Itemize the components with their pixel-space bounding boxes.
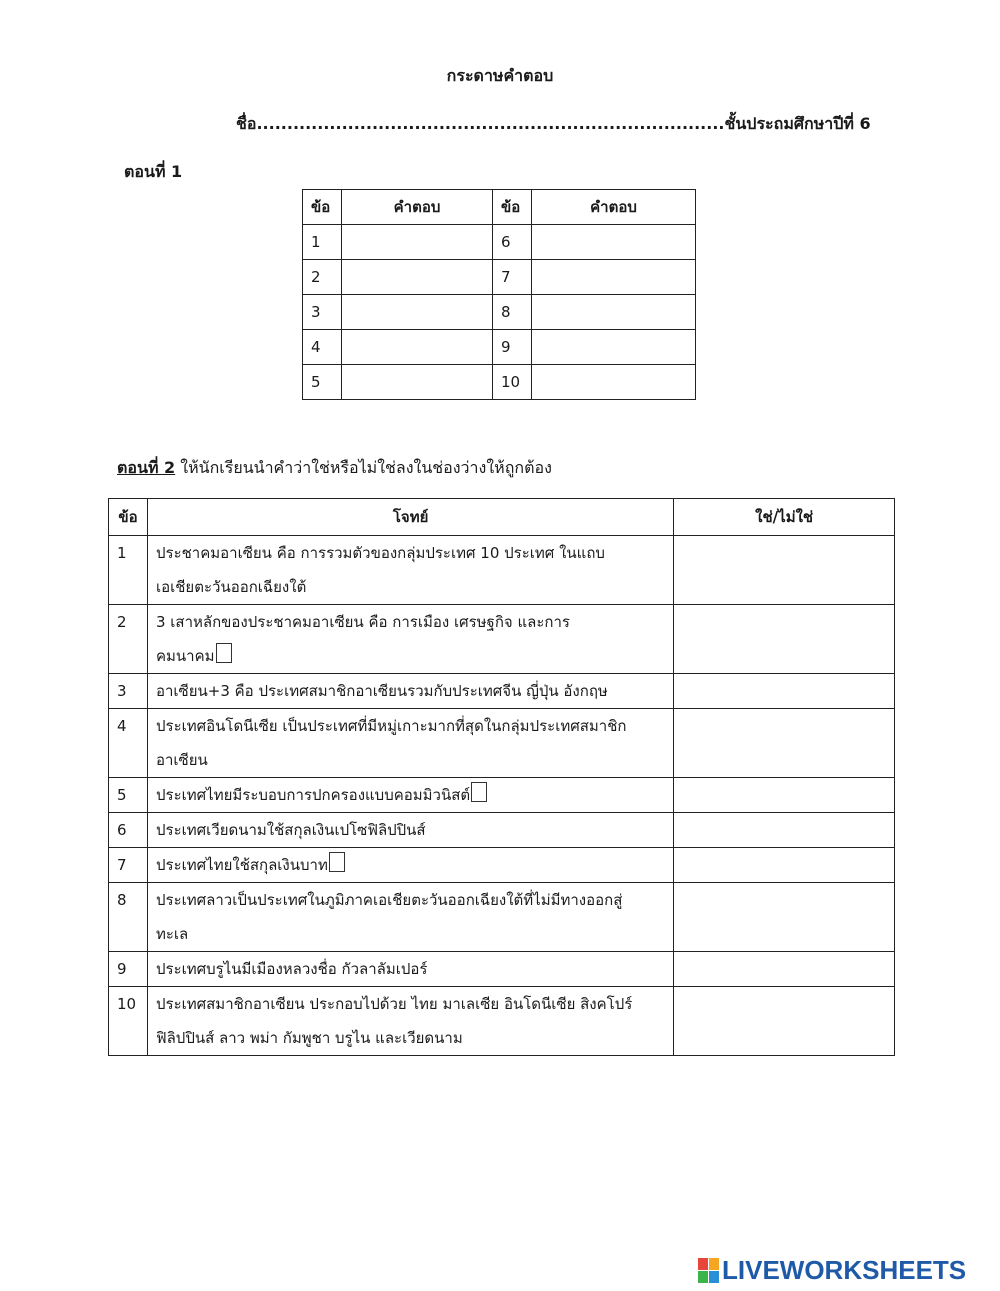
question-line: ประเทศไทยมีระบอบการปกครองแบบคอมมิวนิสต์ [155, 786, 471, 804]
question-number: 10 [493, 365, 532, 400]
answer-cell[interactable] [532, 225, 696, 260]
question-number: 2 [109, 605, 148, 674]
table-row [303, 365, 696, 400]
liveworksheets-mark-icon [698, 1258, 719, 1283]
question-number: 6 [493, 225, 532, 260]
part2-instruction: ให้นักเรียนนำคำว่าใช่หรือไม่ใช่ลงในช่องว่างให้ถูกต้อง [175, 458, 552, 477]
table-row [109, 778, 895, 813]
question-line: ทะเล [155, 925, 189, 943]
question-line: ประเทศสมาชิกอาเซียน ประกอบไปด้วย ไทย มาเลเซีย อินโดนีเซีย สิงคโปร์ [155, 995, 633, 1013]
question-line: ประเทศลาวเป็นประเทศในภูมิภาคเอเชียตะวันออกเฉียงใต้ที่ไม่มีทางออกสู่ [155, 891, 623, 909]
question-text [147, 987, 673, 1056]
question-number: 6 [109, 813, 148, 848]
question-line: ประเทศอินโดนีเซีย เป็นประเทศที่มีหมู่เกาะมากที่สุดในกลุ่มประเทศสมาชิก [155, 717, 627, 735]
liveworksheets-logo [698, 1255, 994, 1285]
part1-answer-table [302, 189, 696, 400]
table-row [303, 260, 696, 295]
answer-cell[interactable] [674, 778, 895, 813]
question-line: ประเทศไทยใช้สกุลเงินบาท [155, 856, 328, 874]
question-text [147, 883, 673, 952]
part1-label: ตอนที่ 1 [124, 162, 183, 181]
question-line: เอเชียตะวันออกเฉียงใต้ [155, 578, 307, 596]
question-number: 5 [303, 365, 342, 400]
liveworksheets-wordmark: LIVEWORKSHEETS [722, 1254, 967, 1285]
table-row [109, 605, 895, 674]
name-line: ชื่อ.............................................................................ชั้นประถมศึกษาปีที่ 6 [236, 114, 871, 133]
question-number: 2 [303, 260, 342, 295]
logo-square [698, 1271, 708, 1283]
part2-heading [117, 456, 552, 481]
part1-header-answer: คำตอบ [532, 190, 696, 225]
answer-cell[interactable] [674, 674, 895, 709]
part1-header-answer: คำตอบ [342, 190, 493, 225]
question-number: 1 [109, 536, 148, 605]
question-number: 1 [303, 225, 342, 260]
question-text [147, 952, 673, 987]
answer-cell[interactable] [674, 883, 895, 952]
logo-square [698, 1258, 708, 1270]
table-row [109, 674, 895, 709]
question-line: ประเทศบรูไนมีเมืองหลวงชื่อ กัวลาลัมเปอร์ [155, 960, 428, 978]
question-line: อาเซียน [155, 751, 208, 769]
question-number: 3 [303, 295, 342, 330]
question-text [147, 778, 673, 813]
table-row [109, 987, 895, 1056]
table-row [303, 295, 696, 330]
question-line: อาเซียน+3 คือ ประเทศสมาชิกอาเซียนรวมกับประเทศจีน ญี่ปุ่น อังกฤษ [155, 682, 608, 700]
question-number: 4 [303, 330, 342, 365]
question-text [147, 813, 673, 848]
answer-cell[interactable] [342, 365, 493, 400]
table-row [109, 952, 895, 987]
answer-cell[interactable] [674, 848, 895, 883]
answer-cell[interactable] [532, 365, 696, 400]
question-text [147, 605, 673, 674]
answer-cell[interactable] [342, 225, 493, 260]
question-line: ฟิลิปปินส์ ลาว พม่า กัมพูชา บรูไน และเวียดนาม [155, 1029, 463, 1047]
part1-header-row [303, 190, 696, 225]
answer-cell[interactable] [342, 295, 493, 330]
answer-cell[interactable] [342, 260, 493, 295]
question-number: 4 [109, 709, 148, 778]
checkbox-icon [216, 643, 232, 663]
part2-question-table [108, 498, 895, 1056]
table-row [109, 883, 895, 952]
checkbox-icon [471, 782, 487, 802]
table-row [109, 848, 895, 883]
question-text [147, 848, 673, 883]
answer-cell[interactable] [674, 709, 895, 778]
answer-cell[interactable] [674, 952, 895, 987]
table-row [109, 709, 895, 778]
question-text [147, 674, 673, 709]
part2-header-row [109, 499, 895, 536]
checkbox-icon [329, 852, 345, 872]
question-line: ประชาคมอาเซียน คือ การรวมตัวของกลุ่มประเทศ 10 ประเทศ ในแถบ [155, 544, 605, 562]
table-row [303, 330, 696, 365]
table-row [109, 536, 895, 605]
answer-cell[interactable] [674, 987, 895, 1056]
question-text [147, 709, 673, 778]
question-number: 9 [493, 330, 532, 365]
question-text [147, 536, 673, 605]
question-number: 8 [109, 883, 148, 952]
question-line: คมนาคม [155, 647, 215, 665]
question-line: 3 เสาหลักของประชาคมอาเซียน คือ การเมือง เศรษฐกิจ และการ [155, 613, 570, 631]
answer-cell[interactable] [674, 813, 895, 848]
question-number: 10 [109, 987, 148, 1056]
question-number: 7 [109, 848, 148, 883]
question-number: 3 [109, 674, 148, 709]
part1-header-no: ข้อ [303, 190, 342, 225]
question-number: 8 [493, 295, 532, 330]
part2-header-no: ข้อ [109, 499, 148, 536]
part1-header-no: ข้อ [493, 190, 532, 225]
part2-header-answer: ใช่/ไม่ใช่ [674, 499, 895, 536]
part2-label: ตอนที่ 2 [117, 458, 176, 477]
answer-cell[interactable] [674, 536, 895, 605]
question-number: 5 [109, 778, 148, 813]
table-row [109, 813, 895, 848]
answer-cell[interactable] [342, 330, 493, 365]
answer-cell[interactable] [532, 295, 696, 330]
answer-cell[interactable] [532, 330, 696, 365]
table-row [303, 225, 696, 260]
question-number: 9 [109, 952, 148, 987]
question-line: ประเทศเวียดนามใช้สกุลเงินเปโซฟิลิปปินส์ [155, 821, 426, 839]
answer-cell[interactable] [674, 605, 895, 674]
answer-cell[interactable] [532, 260, 696, 295]
question-number: 7 [493, 260, 532, 295]
part2-header-question: โจทย์ [147, 499, 673, 536]
logo-square [709, 1271, 719, 1283]
sheet-title: กระดาษคำตอบ [446, 66, 554, 85]
logo-square [709, 1258, 719, 1270]
